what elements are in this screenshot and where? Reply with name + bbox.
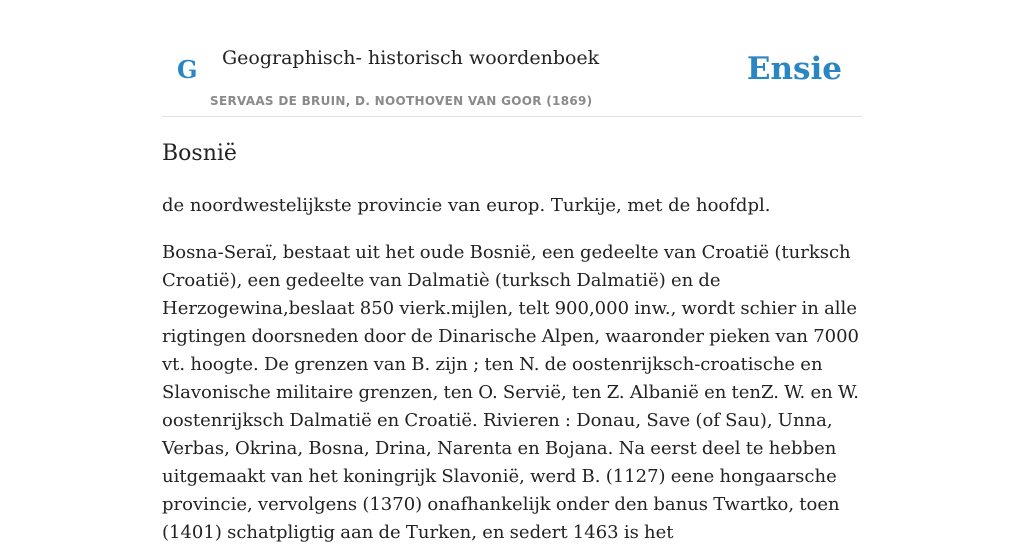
entry-title: Bosnië: [162, 141, 237, 166]
book-authors: SERVAAS DE BRUIN, D. NOOTHOVEN VAN GOOR (1869): [210, 94, 593, 108]
entry-intro: de noordwestelijkste provincie van europ. Turkije, met de hoofdpl.: [162, 195, 771, 216]
book-initial-logo[interactable]: G: [177, 55, 198, 84]
book-header: [162, 0, 862, 117]
entry-content: [162, 138, 864, 547]
book-title[interactable]: Geographisch- historisch woordenboek: [222, 47, 600, 69]
entry-body: Bosna-Seraï, bestaat uit het oude Bosnië, een gedeelte van Croatië (turksch Croatië), een gedeelte van Dalmatiè (turksch Dalmatië) en de Herzogewina,beslaat 850 vierk.mijlen, telt 900,000 inw., wordt schier in alle rigtingen doorsneden door de Dinarische Alpen, waaronder pieken van 7000 vt. hoogte. De grenzen van B. zijn ; ten N. de oostenrijksch-croatische en Slavonische militaire grenzen, ten O. Servië, ten Z. Albanië en tenZ. W. en W. oostenrijksch Dalmatië en Croatië. Rivieren : Donau, Save (of Sau), Unna, Verbas, Okrina, Bosna, Drina, Narenta en Bojana. Na eerst deel te hebben uitgemaakt van het koningrijk Slavonië, werd B. (1127) eene hongaarsche provincie, vervolgens (1370) onafhankelijk onder den banus Twartko, toen (1401) schatpligtig aan de Turken, en sedert 1463 is het: [162, 242, 860, 543]
ensie-logo-link[interactable]: Ensie: [746, 51, 842, 87]
